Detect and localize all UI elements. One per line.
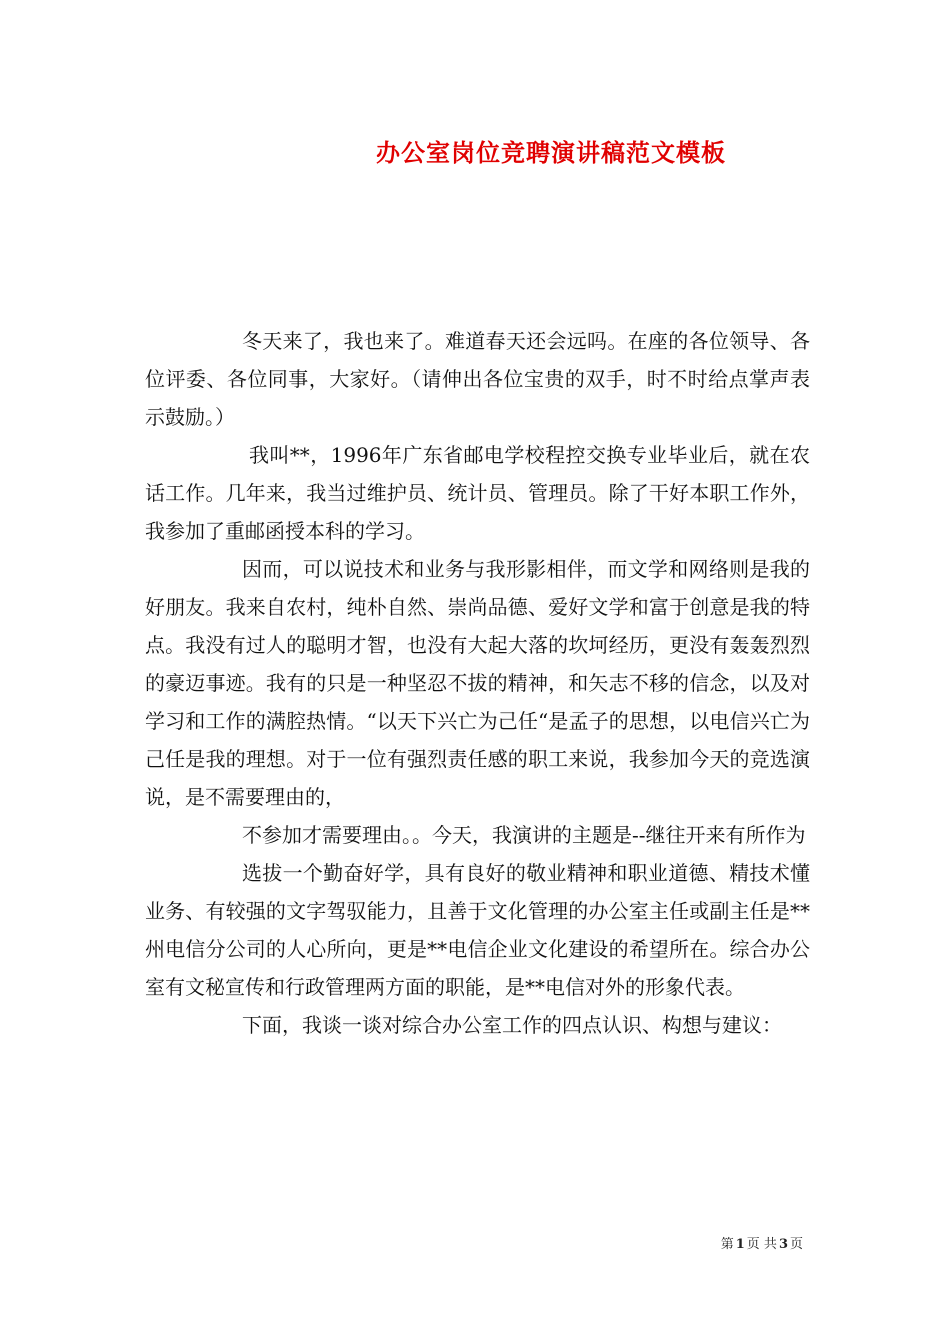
footer-current-page: 1: [735, 1237, 745, 1252]
footer-middle: 页 共: [746, 1237, 777, 1252]
paragraph-character: 因而，可以说技术和业务与我形影相伴，而文学和网络则是我的好朋友。我来自农村，纯朴自然、崇尚品德、爱好文学和富于创意是我的特点。我没有过人的聪明才智，也没有大起大落的坎坷经历，更没有轰轰烈烈的豪迈事迹。我有的只是一种坚忍不拔的精神，和矢志不移的信念，以及对学习和工作的满腔热情。“以天下兴亡为己任“是孟子的思想，以电信兴亡为己任是我的理想。对于一位有强烈责任感的职工来说，我参加今天的竞选演说，是不需要理由的，: [145, 557, 810, 809]
document-body: [145, 322, 810, 1044]
paragraph-position: 选拔一个勤奋好学，具有良好的敬业精神和职业道德、精技术懂业务、有较强的文字驾驭能力，且善于文化管理的办公室主任或副主任是**州电信分公司的人心所向，更是**电信企业文化建设的希望所在。综合办公室有文秘宣传和行政管理两方面的职能，是**电信对外的形象代表。: [145, 861, 810, 999]
paragraph-greeting: 冬天来了，我也来了。难道春天还会远吗。在座的各位领导、各位评委、各位同事，大家好。（请伸出各位宝贵的双手，时不时给点掌声表示鼓励。）: [145, 329, 810, 429]
page-number-footer: [721, 1233, 803, 1252]
paragraph-introduction: 我叫**，1996年广东省邮电学校程控交换专业毕业后，就在农话工作。几年来，我当过维护员、统计员、管理员。除了干好本职工作外，我参加了重邮函授本科的学习。: [145, 443, 810, 543]
document-title: 办公室岗位竞聘演讲稿范文模板: [376, 138, 726, 167]
footer-total-pages: 3: [778, 1237, 788, 1252]
paragraph-outline: 下面，我谈一谈对综合办公室工作的四点认识、构想与建议：: [242, 1013, 782, 1037]
paragraph-theme: 不参加才需要理由。。今天，我演讲的主题是--继往开来有所作为: [242, 823, 806, 847]
footer-suffix: 页: [789, 1237, 803, 1252]
footer-prefix: 第: [720, 1237, 734, 1252]
